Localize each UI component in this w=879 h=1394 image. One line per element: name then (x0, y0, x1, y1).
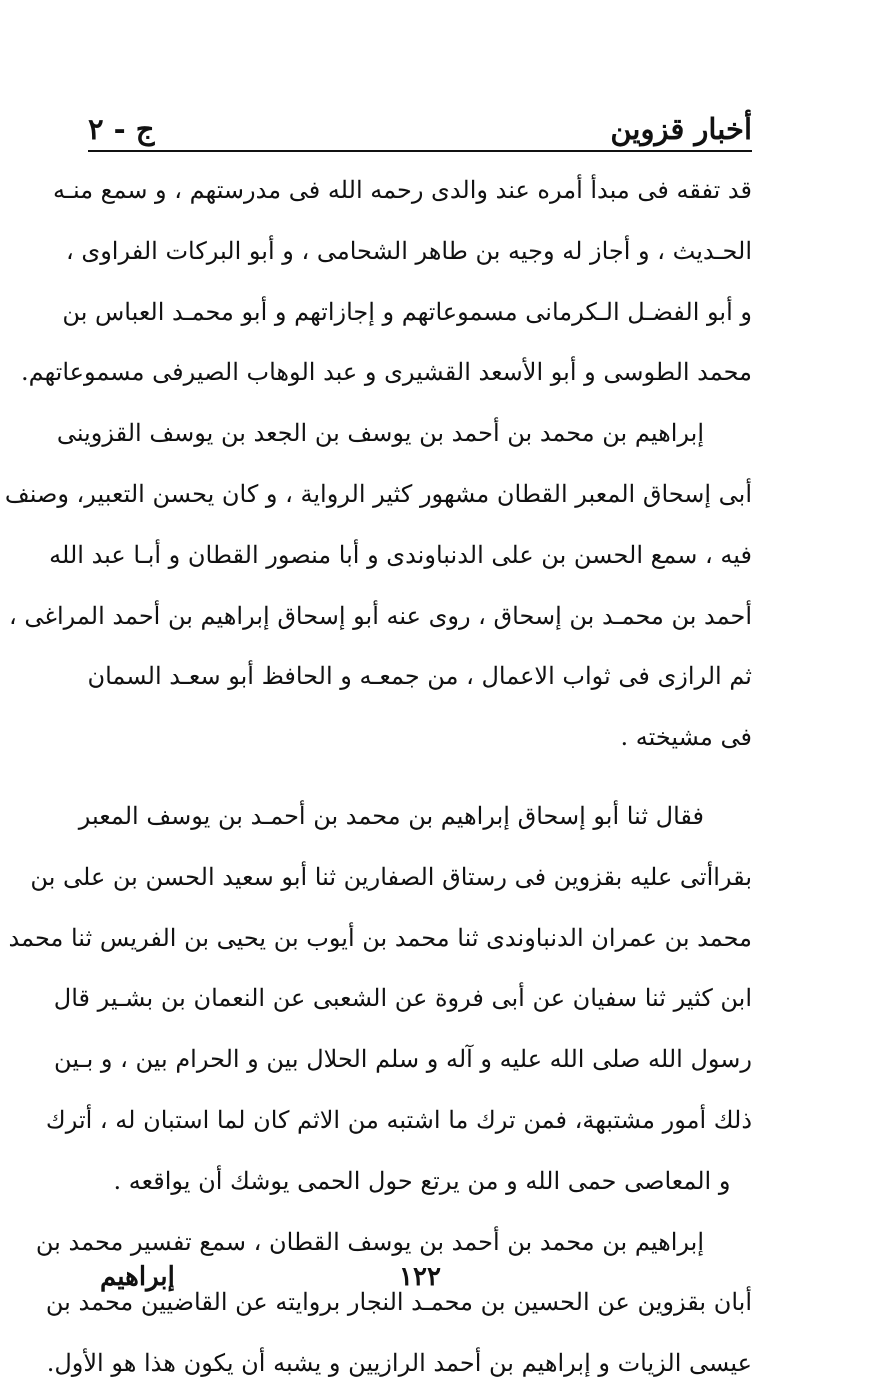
page-body (4, 160, 752, 1394)
catchword: إبراهيم (100, 1262, 175, 1292)
text-line: ذلك أمور مشتبهة، فمن ترك ما اشتبه من الاثم كان لما استبان له ، أترك (45, 1105, 752, 1134)
text-line: فيه ، سمع الحسن بن على الدنباوندى و أبا منصور القطان و أبـا عبد الله (49, 540, 752, 569)
text-line: فقال ثنا أبو إسحاق إبراهيم بن محمد بن أحمـد بن يوسف المعبر (78, 801, 704, 830)
text-line: محمد بن عمران الدنباوندى ثنا محمد بن أيوب بن يحيى بن الفريس ثنا محمد (8, 923, 752, 952)
text-line: ابن كثير ثنا سفيان عن أبى فروة عن الشعبى عن النعمان بن بشـير قال (53, 984, 752, 1013)
text-line: و المعاصى حمى الله و من يرتع حول الحمى يوشك أن يواقعه . (113, 1166, 731, 1195)
header-rule (88, 150, 752, 152)
text-line: فى مشيخته . (620, 723, 752, 752)
volume-number: ج - ٢ (88, 112, 155, 146)
text-line: إبراهيم بن محمد بن أحمد بن يوسف القطان ، سمع تفسير محمد بن (35, 1227, 704, 1256)
text-line: قد تفقه فى مبدأ أمره عند والدى رحمه الله فى مدرستهم ، و سمع منـه (53, 176, 752, 204)
text-line: أبى إسحاق المعبر القطان مشهور كثير الرواية ، و كان يحسن التعبير، وصنف (4, 479, 752, 508)
text-line: رسول الله صلى الله عليه و آله و سلم الحلال بين و الحرام بين ، و بـين (54, 1045, 752, 1074)
page-number: ١٢٢ (399, 1262, 441, 1292)
text-line: إبراهيم بن محمد بن أحمد بن يوسف بن الجعد بن يوسف القزوينى (56, 419, 704, 448)
text-line: ثم الرازى فى ثواب الاعمال ، من جمعـه و الحافظ أبو سعـد السمان (87, 662, 752, 691)
text-line: أحمد بن محمـد بن إسحاق ، روى عنه أبو إسحاق إبراهيم بن أحمد المراغى ، (9, 601, 752, 630)
text-line: محمد الطوسى و أبو الأسعد القشيرى و عبد الوهاب الصيرفى مسموعاتهم. (20, 358, 752, 387)
text-line: عيسى الزيات و إبراهيم بن أحمد الرازيين و يشبه أن يكون هذا هو الأول. (46, 1349, 752, 1378)
text-line: بقراأتى عليه بقزوين فى رستاق الصفارين ثنا أبو سعيد الحسن بن على بن (30, 862, 752, 891)
text-line: أبان بقزوين عن الحسين بن محمـد النجار بروايته عن القاضيين محمد بن (45, 1288, 752, 1317)
running-header (88, 96, 752, 146)
book-title: أخبار قزوين (610, 112, 752, 146)
text-line: الحـديث ، و أجاز له وجيه بن طاهر الشحامى ، و أبو البركات الفراوى ، (66, 236, 752, 265)
page-footer (88, 1262, 752, 1302)
text-line: و أبو الفضـل الـكرمانى مسموعاتهم و إجازاتهم و أبو محمـد العباس بن (62, 297, 752, 326)
paragraph-gap (92, 768, 752, 786)
